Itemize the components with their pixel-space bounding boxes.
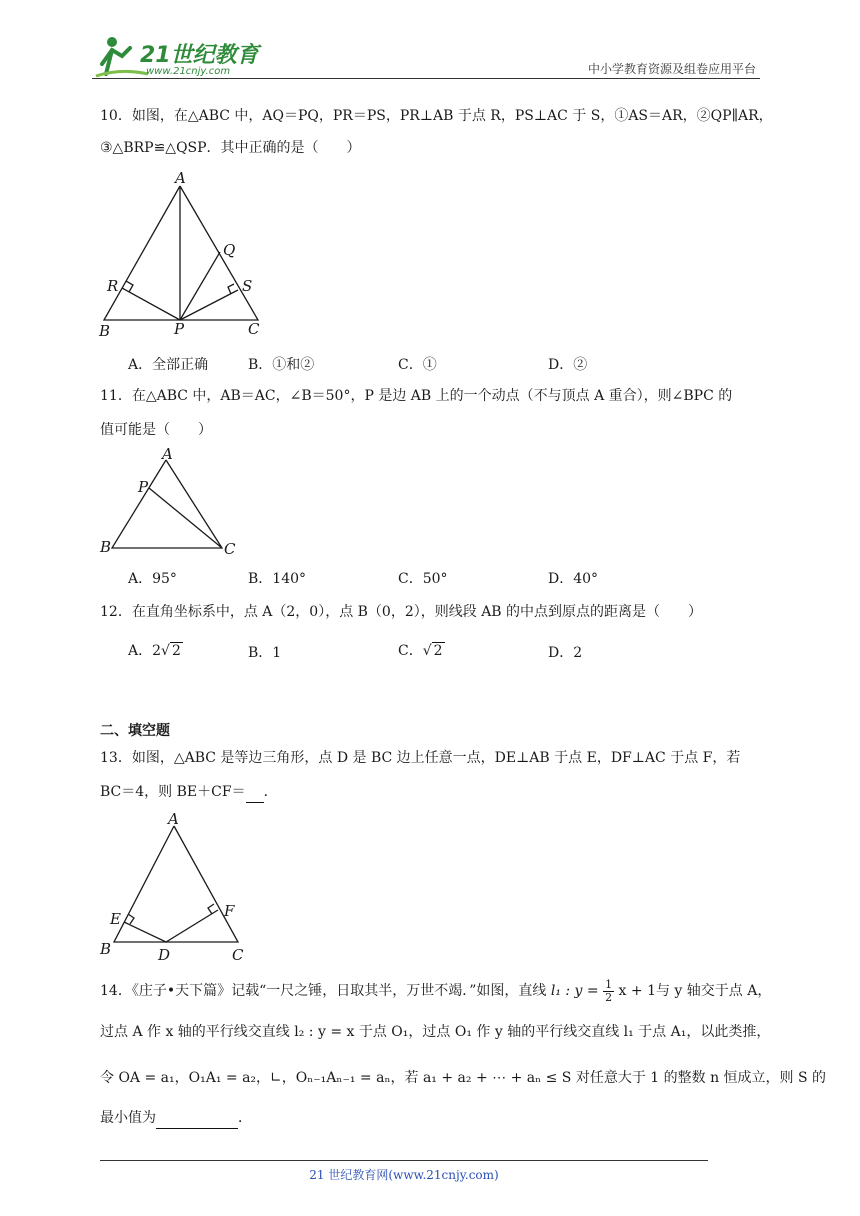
q13-label-E: E — [110, 910, 121, 928]
footer-divider — [100, 1160, 708, 1161]
header-divider — [92, 78, 760, 79]
q10-option-d[interactable]: D．② — [548, 357, 588, 373]
logo-title: 21世纪教育 — [140, 43, 259, 68]
q10-option-c[interactable]: C．① — [398, 357, 437, 373]
q11-option-d[interactable]: D．40° — [548, 571, 599, 587]
q12-option-c-radicand: 2 — [433, 643, 443, 659]
q12-option-a-prefix: A．2 — [128, 643, 162, 659]
q10-label-C: C — [248, 320, 260, 338]
q14-line1-tail: x + 1与 y 轴交于点 A， — [618, 983, 772, 999]
q10-label-S: S — [242, 277, 253, 295]
q11-label-C: C — [224, 540, 236, 558]
q10-label-A: A — [175, 169, 186, 187]
q10-line2: ③△BRP≌△QSP．其中正确的是（ ） — [100, 140, 361, 156]
q13-label-C: C — [232, 946, 244, 964]
q13-line2-text: BC＝4，则 BE＋CF＝ — [100, 784, 246, 800]
q14-frac-num: 1 — [605, 977, 613, 991]
q11-line1: 11．在△ABC 中，AB＝AC，∠B＝50°，P 是边 AB 上的一个动点（不与顶点 A 重合），则∠BPC 的 — [100, 388, 733, 404]
q13-answer-blank[interactable] — [246, 782, 264, 803]
q10-line1: 10．如图，在△ABC 中，AQ＝PQ，PR＝PS，PR⊥AB 于点 R，PS⊥AC 于 S，①AS＝AR，②QP∥AR， — [100, 108, 773, 124]
q12-line1: 12．在直角坐标系中，点 A（2，0），点 B（0，2），则线段 AB 的中点到原点的距离是（ ） — [100, 604, 703, 620]
site-tagline: 中小学教育资源及组卷应用平台 — [587, 62, 756, 76]
q12-option-a[interactable] — [128, 640, 183, 660]
q12-option-d[interactable]: D．2 — [548, 645, 583, 661]
logo-url: www.21cnjy.com — [146, 66, 231, 77]
q14-l1-label: l₁ : y = — [550, 983, 604, 999]
q13-line1: 13．如图，△ABC 是等边三角形，点 D 是 BC 边上任意一点，DE⊥AB 于点 E，DF⊥AC 于点 F，若 — [100, 750, 741, 766]
q10-triangle-figure — [92, 168, 272, 340]
footer-link[interactable]: 21 世纪教育网(www.21cnjy.com) — [309, 1168, 499, 1182]
q14-line4-text: 最小值为 — [100, 1110, 156, 1126]
q14-line4-end: ． — [238, 1110, 252, 1126]
q12-option-b[interactable]: B．1 — [248, 645, 282, 661]
q14-line3: 令 OA = a₁，O₁A₁ = a₂，∟，Oₙ₋₁Aₙ₋₁ = aₙ，若 a₁ + a₂ + ⋯ + aₙ ≤ S 对任意大于 1 的整数 n 恒成立，则 S 的 — [100, 1070, 827, 1086]
section-title: 二、填空题 — [100, 723, 170, 739]
q10-label-B: B — [99, 322, 111, 340]
q11-option-c[interactable]: C．50° — [398, 571, 448, 587]
q13-line2-end: ． — [263, 784, 278, 800]
q13-label-F: F — [224, 902, 235, 920]
q11-option-b[interactable]: B．140° — [248, 571, 307, 587]
q12-option-c-prefix: C． — [398, 643, 423, 659]
q10-label-Q: Q — [223, 241, 236, 259]
q14-line1 — [100, 976, 772, 1006]
q12-option-c[interactable] — [398, 640, 445, 660]
q11-label-A: A — [162, 446, 173, 463]
q13-label-B: B — [100, 940, 112, 958]
sqrt-icon: √ 2 — [161, 643, 181, 659]
q11-label-B: B — [100, 538, 112, 556]
q13-label-D: D — [158, 946, 171, 964]
q13-label-A: A — [168, 810, 179, 828]
q14-fraction — [603, 979, 614, 1004]
sqrt-icon: √ 2 — [422, 643, 443, 659]
q14-frac-den: 2 — [605, 990, 613, 1004]
q14-line4 — [100, 1108, 772, 1129]
q13-line2 — [100, 782, 772, 803]
q10-label-P: P — [174, 320, 185, 338]
q10-option-a[interactable]: A．全部正确 — [128, 357, 209, 373]
q11-triangle-figure — [96, 446, 246, 560]
q14-line1-text: 14．《庄子•天下篇》记载“一尺之锤，日取其半，万世不竭．”如图，直线 — [100, 983, 547, 999]
q12-option-a-radicand: 2 — [171, 643, 181, 659]
site-logo — [92, 34, 262, 80]
q10-option-b[interactable]: B．①和② — [248, 357, 315, 373]
q11-option-a[interactable]: A．95° — [128, 571, 177, 587]
q14-answer-blank[interactable] — [156, 1108, 238, 1129]
q14-line2: 过点 A 作 x 轴的平行线交直线 l₂ : y = x 于点 O₁，过点 O₁ 作 y 轴的平行线交直线 l₁ 于点 A₁，以此类推， — [100, 1024, 771, 1040]
q10-label-R: R — [107, 277, 119, 295]
q11-label-P: P — [138, 478, 149, 496]
q13-triangle-figure — [96, 806, 256, 966]
q11-line2: 值可能是（ ） — [100, 422, 212, 438]
